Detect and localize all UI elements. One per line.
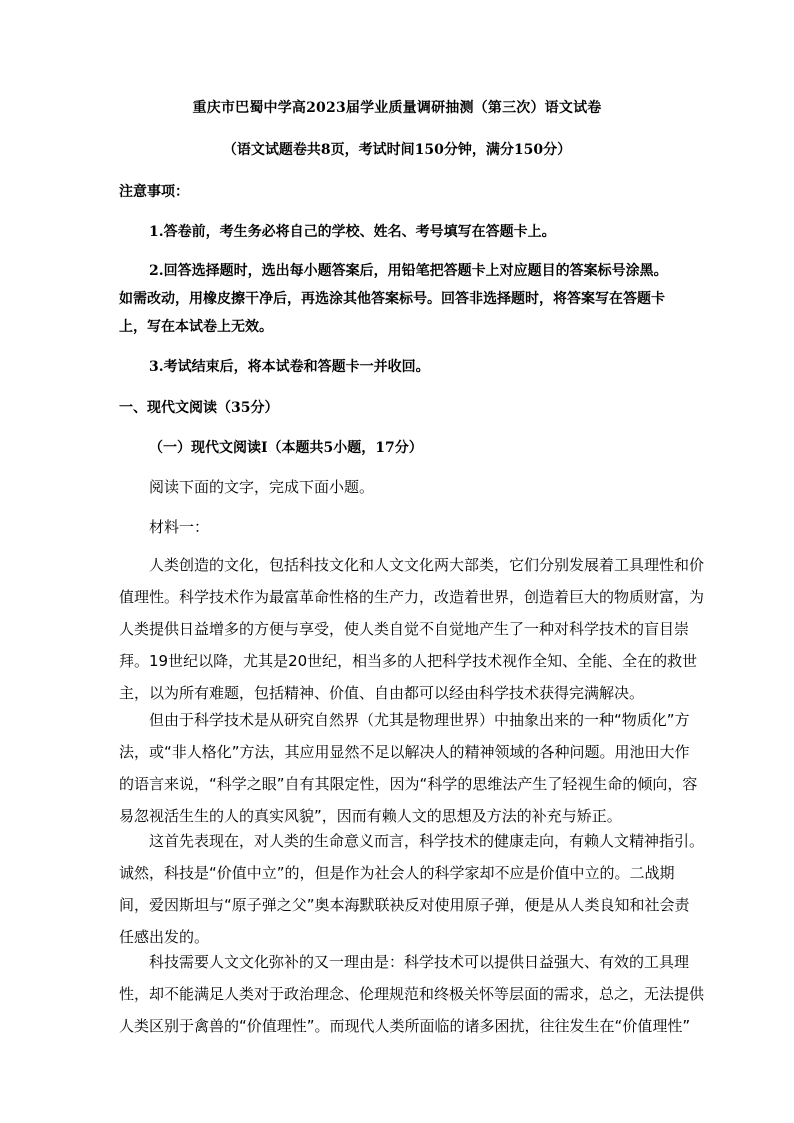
page-title: 重庆市巴蜀中学高2023届学业质量调研抽测（第三次）语文试卷 [192,100,602,116]
note-item-2-line: 2.回答选择题时，选出每小题答案后，用铅笔把答题卡上对应题目的答案标号涂黑。 [149,263,668,279]
paragraph-4 [119,946,705,1042]
paragraph-line: 人类提供日益增多的方便与享受，使人类自觉不自觉地产生了一种对科学技术的盲目崇 [119,620,690,638]
note-item-2-line: 如需改动，用橡皮擦干净后，再选涂其他答案标号。回答非选择题时，将答案写在答题卡 [119,291,665,307]
note-item-2-line: 上，写在本试卷上无效。 [119,319,273,335]
paragraph-line: 性，却不能满足人类对于政治理念、伦理规范和终极关怀等层面的需求，总之，无法提供 [119,985,705,1003]
paragraph-1 [119,549,705,709]
paragraph-line: 科技需要人文文化弥补的又一理由是：科学技术可以提供日益强大、有效的工具理 [149,953,690,971]
note-item-3: 3.考试结束后，将本试卷和答题卡一并收回。 [149,359,430,375]
paragraph-line: 法，或“非人格化”方法，其应用显然不足以解决人的精神领域的各种问题。用池田大作 [119,743,690,761]
paragraph-line: 拜。19世纪以降，尤其是20世纪，相当多的人把科学技术视作全知、全能、全在的救世 [119,652,698,670]
paragraph-line: 易忽视活生生的人的真实风貌”，因而有赖人文的思想及方法的补充与矫正。 [119,807,622,825]
material-label: 材料一： [149,518,210,536]
paragraph-line: 的语言来说，“科学之眼”自有其限定性，因为“科学的思维法产生了轻视生命的倾向，容 [119,775,698,793]
reading-instruction: 阅读下面的文字，完成下面小题。 [149,478,375,496]
paragraph-line: 值理性。科学技术作为最富革命性格的生产力，改造着世界，创造着巨大的物质财富，为 [119,588,705,606]
paragraph-line: 这首先表现在，对人类的生命意义而言，科学技术的健康走向，有赖人文精神指引。 [149,832,705,850]
paragraph-line: 主，以为所有难题，包括精神、价值、自由都可以经由科学技术获得完满解决。 [119,684,645,702]
paragraph-line: 任感出发的。 [119,928,210,946]
paragraph-line: 诚然，科技是“价值中立”的，但是作为社会人的科学家却不应是价值中立的。二战期 [119,864,675,882]
paragraph-line: 人类区别于禽兽的“价值理性”。而现代人类所面临的诸多困扰，往往发生在“价值理性” [119,1017,691,1035]
paragraph-2 [119,704,698,832]
note-item-1: 1.答卷前，考生务必将自己的学校、姓名、考号填写在答题卡上。 [149,224,556,240]
paragraph-line: 人类创造的文化，包括科技文化和人文文化两大部类，它们分别发展着工具理性和价 [149,556,705,574]
paragraph-line: 间，爱因斯坦与“原子弹之父”奥本海默联袂反对使用原子弹，便是从人类良知和社会责 [119,896,690,914]
paragraph-3 [119,825,705,953]
subsection-heading: （一）现代文阅读Ⅰ（本题共5小题，17分） [149,440,423,456]
note-item-2 [119,257,679,341]
exam-subtitle: （语文试题卷共8页，考试时间150分钟，满分150分） [222,142,572,158]
notes-heading: 注意事项： [119,184,189,200]
section-heading: 一、现代文阅读（35分） [119,400,279,416]
paragraph-line: 但由于科学技术是从研究自然界（尤其是物理世界）中抽象出来的一种“物质化”方 [149,711,690,729]
